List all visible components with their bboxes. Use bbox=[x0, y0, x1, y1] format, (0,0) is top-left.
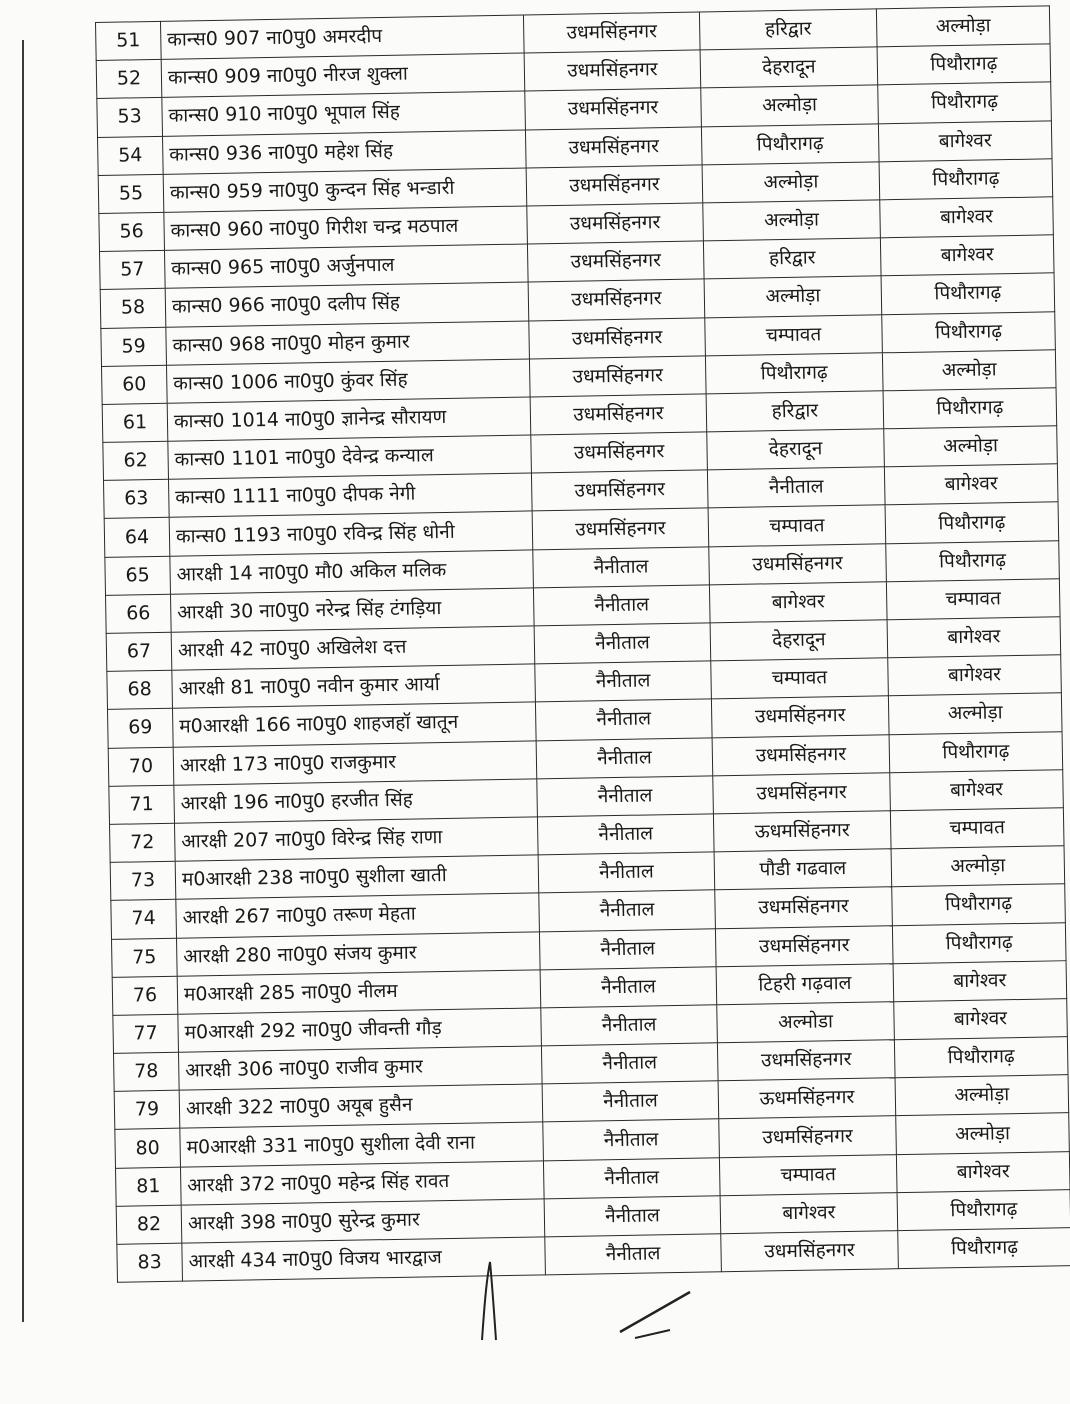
employee-name: आरक्षी 306 ना0पु0 राजीव कुमार bbox=[178, 1046, 542, 1091]
option-district-1: उधमसिंहनगर bbox=[713, 772, 891, 813]
current-district: नैनीताल bbox=[538, 852, 715, 893]
row-number: 79 bbox=[114, 1090, 180, 1129]
option-district-1: पौडी गढवाल bbox=[714, 849, 892, 890]
option-district-2: बागेश्वर bbox=[878, 120, 1052, 161]
option-district-2: पिथौरागढ़ bbox=[898, 1228, 1070, 1269]
row-number: 64 bbox=[104, 518, 170, 557]
option-district-2: अल्मोड़ा bbox=[891, 846, 1065, 887]
current-district: उधमसिंहनगर bbox=[525, 126, 702, 167]
current-district: नैनीताल bbox=[543, 1119, 720, 1160]
row-number: 80 bbox=[115, 1129, 181, 1168]
option-district-1: चम्पावत bbox=[705, 314, 883, 355]
row-number: 81 bbox=[116, 1167, 182, 1206]
row-number: 77 bbox=[113, 1014, 179, 1053]
current-district: नैनीताल bbox=[540, 966, 717, 1007]
employee-name: कान्स0 1193 ना0पु0 रविन्द्र सिंह धोनी bbox=[169, 511, 533, 556]
row-number: 52 bbox=[96, 60, 162, 99]
option-district-1: हरिद्वार bbox=[703, 238, 881, 279]
option-district-2: पिथौरागढ़ bbox=[882, 311, 1056, 352]
option-district-2: अल्मोड़ा bbox=[896, 1113, 1070, 1154]
row-number: 82 bbox=[116, 1205, 182, 1244]
employee-name: कान्स0 966 ना0पु0 दलीप सिंह bbox=[165, 282, 529, 327]
row-number: 63 bbox=[104, 480, 170, 519]
option-district-2: अल्मोड़ा bbox=[882, 349, 1056, 390]
employee-name: आरक्षी 196 ना0पु0 हरजीत सिंह bbox=[174, 779, 538, 824]
employee-name: आरक्षी 398 ना0पु0 सुरेन्द्र कुमार bbox=[181, 1199, 545, 1244]
row-number: 61 bbox=[102, 403, 168, 442]
current-district: नैनीताल bbox=[544, 1196, 721, 1237]
current-district: उधमसिंहनगर bbox=[529, 317, 706, 358]
option-district-1: ऊधमसिंहनगर bbox=[713, 811, 891, 852]
row-number: 74 bbox=[111, 900, 177, 939]
option-district-2: अल्मोड़ा bbox=[895, 1075, 1069, 1116]
row-number: 53 bbox=[97, 98, 163, 137]
option-district-1: उधमसिंहनगर bbox=[721, 1231, 899, 1272]
current-district: नैनीताल bbox=[533, 546, 710, 587]
option-district-1: हरिद्वार bbox=[699, 9, 877, 50]
option-district-2: अल्मोड़ा bbox=[888, 693, 1062, 734]
option-district-2: पिथौरागढ़ bbox=[886, 540, 1060, 581]
current-district: नैनीताल bbox=[542, 1081, 719, 1122]
current-district: उधमसिंहनगर bbox=[531, 432, 708, 473]
employee-name: आरक्षी 81 ना0पु0 नवीन कुमार आर्या bbox=[172, 664, 536, 709]
option-district-2: बागेश्वर bbox=[888, 655, 1062, 696]
row-number: 71 bbox=[109, 785, 175, 824]
option-district-1: ऊधमसिंहनगर bbox=[718, 1078, 896, 1119]
option-district-1: देहरादून bbox=[707, 429, 885, 470]
row-number: 66 bbox=[106, 594, 172, 633]
option-district-2: पिथौरागढ़ bbox=[879, 159, 1053, 200]
current-district: नैनीताल bbox=[535, 699, 712, 740]
employee-name: कान्स0 959 ना0पु0 कुन्दन सिंह भन्डारी bbox=[163, 168, 527, 213]
option-district-1: चम्पावत bbox=[711, 658, 889, 699]
employee-name: म0आरक्षी 166 ना0पु0 शाहजहॉ खातून bbox=[172, 702, 536, 747]
employee-name: कान्स0 936 ना0पु0 महेश सिंह bbox=[162, 130, 526, 175]
option-district-2: बागेश्वर bbox=[894, 999, 1068, 1040]
row-number: 69 bbox=[108, 709, 174, 748]
option-district-1: टिहरी गढ़वाल bbox=[716, 963, 894, 1004]
option-district-1: अल्मोडा bbox=[717, 1002, 895, 1043]
option-district-2: पिथौरागढ़ bbox=[881, 273, 1055, 314]
option-district-2: पिथौरागढ़ bbox=[878, 82, 1052, 123]
option-district-2: पिथौरागढ़ bbox=[885, 502, 1059, 543]
option-district-2: पिथौरागढ़ bbox=[883, 388, 1057, 429]
employee-name: कान्स0 909 ना0पु0 नीरज शुक्ला bbox=[161, 53, 525, 98]
row-number: 83 bbox=[117, 1243, 183, 1282]
row-number: 67 bbox=[106, 632, 172, 671]
current-district: नैनीताल bbox=[539, 890, 716, 931]
option-district-2: पिथौरागढ़ bbox=[889, 731, 1063, 772]
option-district-1: उधमसिंहनगर bbox=[719, 1116, 897, 1157]
option-district-2: बागेश्वर bbox=[896, 1151, 1070, 1192]
current-district: उधमसिंहनगर bbox=[526, 165, 703, 206]
option-district-2: अल्मोड़ा bbox=[876, 6, 1050, 47]
option-district-1: चम्पावत bbox=[719, 1154, 897, 1195]
employee-name: आरक्षी 173 ना0पु0 राजकुमार bbox=[173, 740, 537, 785]
employee-name: आरक्षी 14 ना0पु0 मौ0 अकिल मलिक bbox=[170, 550, 534, 595]
option-district-2: पिथौरागढ़ bbox=[897, 1189, 1070, 1230]
row-number: 55 bbox=[98, 174, 164, 213]
current-district: उधमसिंहनगर bbox=[527, 241, 704, 282]
employee-name: आरक्षी 280 ना0पु0 संजय कुमार bbox=[176, 931, 540, 976]
option-district-2: बागेश्वर bbox=[893, 960, 1067, 1001]
current-district: नैनीताल bbox=[541, 1005, 718, 1046]
option-district-1: उधमसिंहनगर bbox=[709, 543, 887, 584]
current-district: नैनीताल bbox=[541, 1043, 718, 1084]
row-number: 68 bbox=[107, 670, 173, 709]
current-district: उधमसिंहनगर bbox=[532, 508, 709, 549]
option-district-1: उधमसिंहनगर bbox=[715, 925, 893, 966]
option-district-1: हरिद्वार bbox=[706, 391, 884, 432]
option-district-1: पिथौरागढ़ bbox=[705, 352, 883, 393]
option-district-1: चम्पावत bbox=[708, 505, 886, 546]
row-number: 62 bbox=[103, 441, 169, 480]
current-district: नैनीताल bbox=[537, 776, 714, 817]
option-district-1: अल्मोड़ा bbox=[702, 162, 880, 203]
option-district-1: अल्मोड़ा bbox=[703, 200, 881, 241]
current-district: उधमसिंहनगर bbox=[529, 356, 706, 397]
employee-name: म0आरक्षी 331 ना0पु0 सुशीला देवी राना bbox=[180, 1122, 544, 1167]
employee-name: आरक्षी 267 ना0पु0 तरूण मेहता bbox=[176, 893, 540, 938]
row-number: 51 bbox=[96, 21, 162, 60]
option-district-1: उधमसिंहनगर bbox=[717, 1040, 895, 1081]
current-district: नैनीताल bbox=[537, 814, 714, 855]
option-district-2: बागेश्वर bbox=[880, 197, 1054, 238]
current-district: उधमसिंहनगर bbox=[527, 203, 704, 244]
row-number: 70 bbox=[108, 747, 174, 786]
signature-mark bbox=[470, 1252, 730, 1342]
option-district-1: उधमसिंहनगर bbox=[711, 696, 889, 737]
current-district: नैनीताल bbox=[534, 623, 711, 664]
option-district-1: बागेश्वर bbox=[709, 582, 887, 623]
current-district: उधमसिंहनगर bbox=[528, 279, 705, 320]
table-body bbox=[96, 6, 1070, 1283]
transfer-list-sheet bbox=[95, 14, 1040, 1283]
option-district-1: देहरादून bbox=[710, 620, 888, 661]
employee-name: म0आरक्षी 285 ना0पु0 नीलम bbox=[177, 970, 541, 1015]
current-district: नैनीताल bbox=[533, 585, 710, 626]
current-district: नैनीताल bbox=[535, 661, 712, 702]
row-number: 72 bbox=[110, 823, 176, 862]
option-district-2: चम्पावत bbox=[886, 579, 1060, 620]
employee-name: आरक्षी 434 ना0पु0 विजय भारद्वाज bbox=[182, 1237, 546, 1282]
option-district-2: पिथौरागढ़ bbox=[894, 1037, 1068, 1078]
current-district: उधमसिंहनगर bbox=[530, 394, 707, 435]
row-number: 59 bbox=[101, 327, 167, 366]
current-district: उधमसिंहनगर bbox=[531, 470, 708, 511]
option-district-1: उधमसिंहनगर bbox=[715, 887, 893, 928]
employee-name: कान्स0 1014 ना0पु0 ज्ञानेन्द्र सौरायण bbox=[167, 397, 531, 442]
row-number: 54 bbox=[98, 136, 164, 175]
employee-name: म0आरक्षी 238 ना0पु0 सुशीला खाती bbox=[175, 855, 539, 900]
row-number: 58 bbox=[100, 289, 166, 328]
option-district-2: बागेश्वर bbox=[890, 769, 1064, 810]
row-number: 78 bbox=[114, 1052, 180, 1091]
current-district: नैनीताल bbox=[543, 1157, 720, 1198]
employee-name: आरक्षी 42 ना0पु0 अखिलेश दत्त bbox=[171, 626, 535, 671]
employee-name: आरक्षी 372 ना0पु0 महेन्द्र सिंह रावत bbox=[180, 1160, 544, 1205]
row-number: 76 bbox=[112, 976, 178, 1015]
employee-name: कान्स0 965 ना0पु0 अर्जुनपाल bbox=[164, 244, 528, 289]
current-district: उधमसिंहनगर bbox=[525, 88, 702, 129]
row-number: 73 bbox=[110, 861, 176, 900]
option-district-1: नैनीताल bbox=[707, 467, 885, 508]
option-district-2: पिथौरागढ़ bbox=[877, 44, 1051, 85]
employee-name: म0आरक्षी 292 ना0पु0 जीवन्ती गौड़ bbox=[178, 1008, 542, 1053]
current-district: नैनीताल bbox=[539, 928, 716, 969]
row-number: 75 bbox=[112, 938, 178, 977]
employee-name: कान्स0 907 ना0पु0 अमरदीप bbox=[160, 15, 524, 60]
transfer-table bbox=[95, 5, 1070, 1283]
row-number: 56 bbox=[99, 212, 165, 251]
employee-name: कान्स0 910 ना0पु0 भूपाल सिंह bbox=[162, 91, 526, 136]
employee-name: कान्स0 1006 ना0पु0 कुंवर सिंह bbox=[166, 359, 530, 404]
option-district-2: चम्पावत bbox=[890, 808, 1064, 849]
employee-name: आरक्षी 207 ना0पु0 विरेन्द्र सिंह राणा bbox=[174, 817, 538, 862]
option-district-1: देहरादून bbox=[700, 47, 878, 88]
current-district: उधमसिंहनगर bbox=[524, 50, 701, 91]
current-district: उधमसिंहनगर bbox=[523, 12, 700, 53]
employee-name: कान्स0 1111 ना0पु0 दीपक नेगी bbox=[168, 473, 532, 518]
option-district-2: अल्मोड़ा bbox=[884, 426, 1058, 467]
option-district-2: बागेश्वर bbox=[887, 617, 1061, 658]
option-district-1: पिथौरागढ़ bbox=[701, 123, 879, 164]
option-district-1: बागेश्वर bbox=[720, 1192, 898, 1233]
option-district-1: अल्मोड़ा bbox=[704, 276, 882, 317]
employee-name: कान्स0 968 ना0पु0 मोहन कुमार bbox=[166, 320, 530, 365]
margin-rule bbox=[22, 40, 24, 1322]
current-district: नैनीताल bbox=[536, 737, 713, 778]
row-number: 65 bbox=[105, 556, 171, 595]
row-number: 60 bbox=[102, 365, 168, 404]
option-district-2: बागेश्वर bbox=[880, 235, 1054, 276]
employee-name: कान्स0 1101 ना0पु0 देवेन्द्र कन्याल bbox=[168, 435, 532, 480]
current-district: नैनीताल bbox=[545, 1234, 722, 1275]
option-district-2: पिथौरागढ़ bbox=[892, 922, 1066, 963]
employee-name: आरक्षी 322 ना0पु0 अयूब हुसैन bbox=[179, 1084, 543, 1129]
row-number: 57 bbox=[100, 250, 166, 289]
option-district-1: अल्मोड़ा bbox=[701, 85, 879, 126]
employee-name: कान्स0 960 ना0पु0 गिरीश चन्द्र मठपाल bbox=[164, 206, 528, 251]
option-district-1: उधमसिंहनगर bbox=[712, 734, 890, 775]
employee-name: आरक्षी 30 ना0पु0 नरेन्द्र सिंह टंगड़िया bbox=[170, 588, 534, 633]
option-district-2: पिथौरागढ़ bbox=[892, 884, 1066, 925]
option-district-2: बागेश्वर bbox=[884, 464, 1058, 505]
